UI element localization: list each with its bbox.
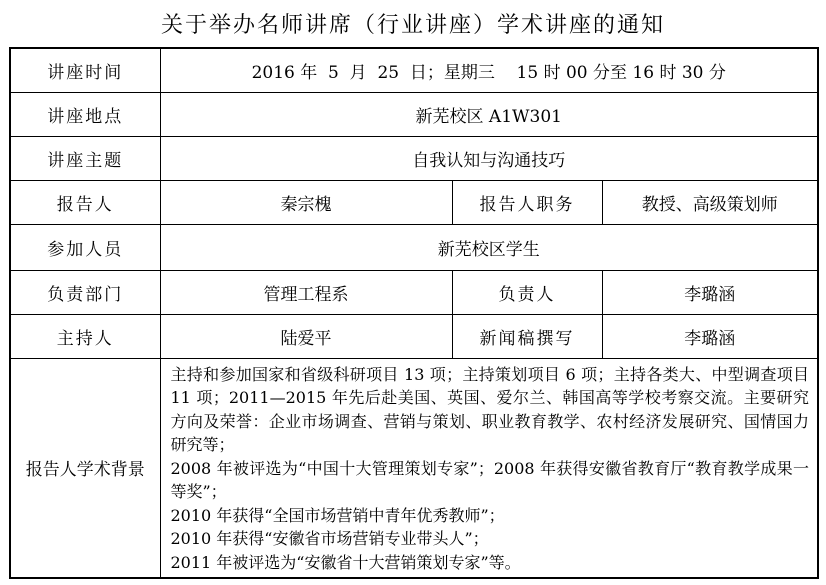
row-time <box>10 48 818 92</box>
row-location <box>10 92 818 136</box>
dept-label: 负责部门 <box>10 270 160 314</box>
row-attendees <box>10 224 818 270</box>
row-topic <box>10 136 818 180</box>
speaker-title-value: 教授、高级策划师 <box>602 180 818 224</box>
speaker-label: 报告人 <box>10 180 160 224</box>
speaker-value: 秦宗槐 <box>160 180 452 224</box>
row-background <box>10 358 818 578</box>
time-label: 讲座时间 <box>10 48 160 92</box>
background-label: 报告人学术背景 <box>10 358 160 578</box>
writer-label: 新闻稿撰写 <box>452 314 602 358</box>
location-value: 新芜校区 A1W301 <box>160 92 818 136</box>
topic-label: 讲座主题 <box>10 136 160 180</box>
row-dept <box>10 270 818 314</box>
background-paragraph: 主持和参加国家和省级科研项目 13 项；主持策划项目 6 项；主持各类大、中型调查项目 11 项；2011—2015 年先后赴美国、英国、爱尔兰、韩国高等学校考察交流。主要研究方向及荣誉：企业市场调查、营销与策划、职业教育教学、农村经济发展研究、国情国力研究等； <box>170 364 809 454</box>
row-host <box>10 314 818 358</box>
time-value: 2016 年 5 月 25 日；星期三 15 时 00 分至 16 时 30 分 <box>160 48 818 92</box>
host-value: 陆爱平 <box>160 314 452 358</box>
location-label: 讲座地点 <box>10 92 160 136</box>
background-paragraph: 2008 年被评选为“中国十大管理策划专家”；2008 年获得安徽省教育厅“教育教学成果一等奖”； <box>170 458 809 501</box>
page-title: 关于举办名师讲席（行业讲座）学术讲座的通知 <box>160 13 665 38</box>
host-label: 主持人 <box>10 314 160 358</box>
speaker-title-label: 报告人职务 <box>452 180 602 224</box>
background-text <box>160 358 818 578</box>
background-paragraph: 2010 年获得“安徽省市场营销专业带头人”； <box>170 529 489 548</box>
owner-label: 负责人 <box>452 270 602 314</box>
owner-value: 李璐涵 <box>602 270 818 314</box>
writer-value: 李璐涵 <box>602 314 818 358</box>
attendees-value: 新芜校区学生 <box>160 224 818 270</box>
row-speaker <box>10 180 818 224</box>
dept-value: 管理工程系 <box>160 270 452 314</box>
background-paragraph: 2010 年获得“全国市场营销中青年优秀教师”； <box>170 505 505 525</box>
topic-value: 自我认知与沟通技巧 <box>160 136 818 180</box>
attendees-label: 参加人员 <box>10 224 160 270</box>
notice-table <box>9 47 819 579</box>
background-paragraph: 2011 年被评选为“安徽省十大营销策划专家”等。 <box>170 552 521 572</box>
